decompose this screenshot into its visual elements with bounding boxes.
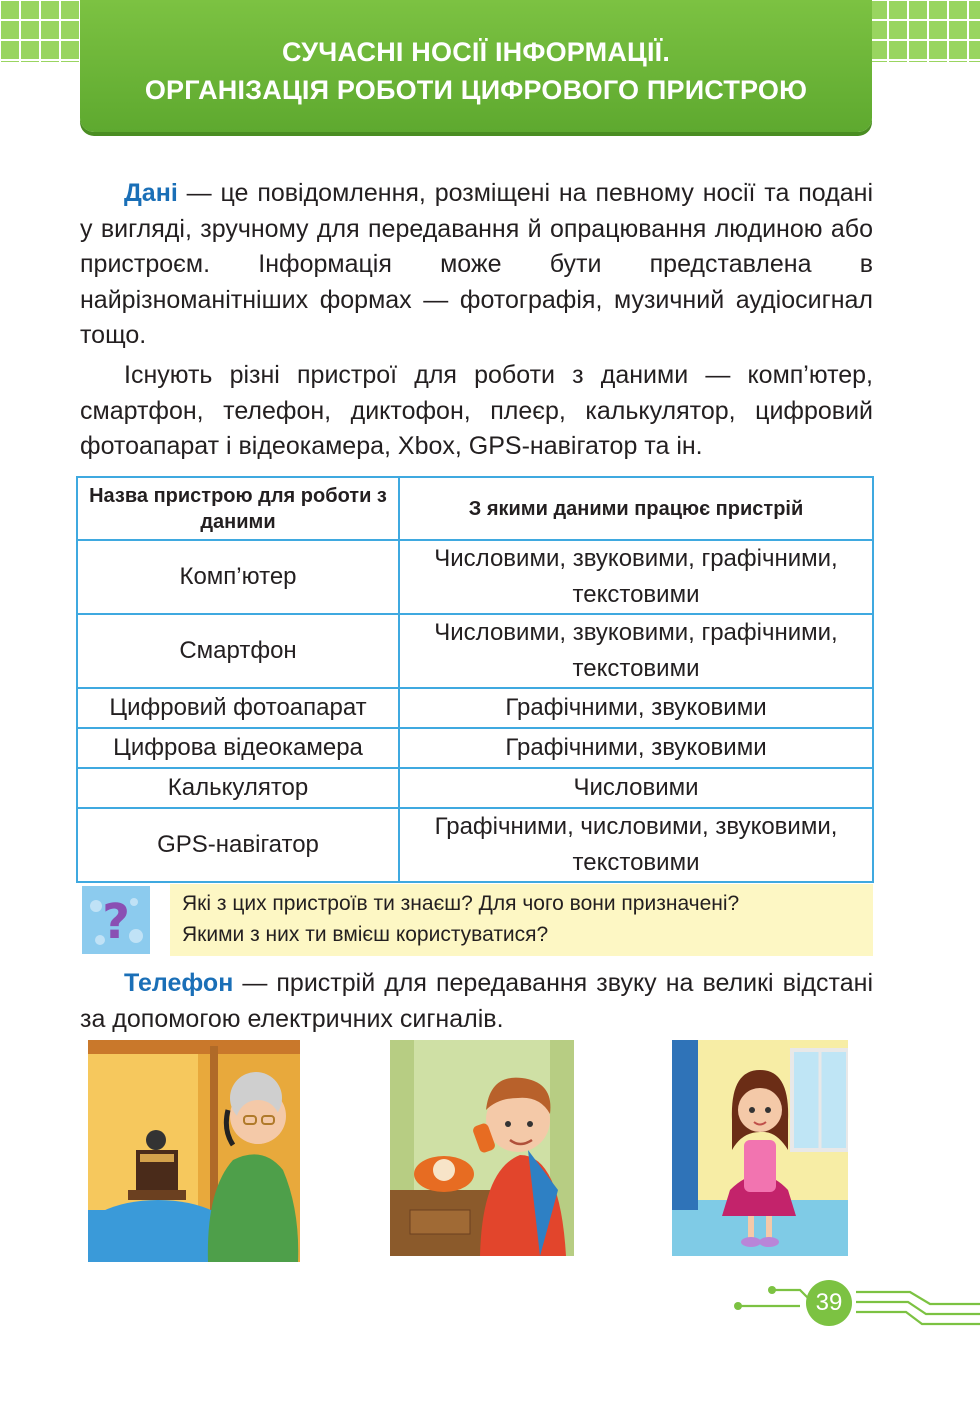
table-cell-data: Числовими (399, 768, 873, 808)
table-cell-device: Калькулятор (77, 768, 399, 808)
term-phone: Телефон (124, 969, 234, 997)
question-line2: Якими з них ти вмієш користуватися? (182, 923, 549, 946)
table-row (77, 768, 873, 808)
page-number: 39 (806, 1280, 852, 1326)
question-mark-icon (80, 884, 152, 956)
grid-decoration-right (868, 0, 980, 62)
table-row (77, 808, 873, 882)
question-line1: Які з цих пристроїв ти знаєш? Для чого вони призначені? (182, 892, 740, 915)
table-row (77, 688, 873, 728)
table-cell-data: Числовими, звуковими, графічними, текстовими (399, 540, 873, 614)
table-cell-data: Графічними, звуковими (399, 728, 873, 768)
table-cell-data: Графічними, звуковими (399, 688, 873, 728)
page-title-line1: СУЧАСНІ НОСІЇ ІНФОРМАЦІЇ. (281, 37, 671, 67)
table-header-device: Назва пристрою для роботи з даними (77, 477, 399, 540)
table-row (77, 728, 873, 768)
question-note (170, 884, 873, 956)
table-cell-data: Графічними, числовими, звуковими, текстовими (399, 808, 873, 882)
table-cell-device: Цифровий фотоапарат (77, 688, 399, 728)
table-row (77, 614, 873, 688)
table-header-data: З якими даними працює пристрій (399, 477, 873, 540)
paragraph-data-definition (80, 176, 873, 354)
paragraph1-text: — це повідомлення, розміщені на певному носії та подані у вигляді, зручному для передавання й опрацювання людиною або пристроєм. Інформація може бути представлена в найрізноманітніших формах — фотографія, музичний аудіосигнал тощо. (80, 179, 873, 349)
table-cell-device: Цифрова відеокамера (77, 728, 399, 768)
devices-table (76, 476, 874, 883)
table-cell-data: Числовими, звуковими, графічними, текстовими (399, 614, 873, 688)
svg-text:?: ? (102, 894, 130, 950)
paragraph-devices (80, 358, 873, 465)
circuit-decoration (730, 1270, 980, 1350)
paragraph2-text: Існують різні пристрої для роботи з даними — комп’ютер, смартфон, телефон, диктофон, плеєр, калькулятор, цифровий фотоапарат і відеокамера, Xbox, GPS-навігатор та ін. (80, 361, 873, 460)
table-cell-device: Смартфон (77, 614, 399, 688)
title-banner (80, 0, 872, 132)
grid-decoration-left (0, 0, 82, 62)
page-title-line2: ОРГАНІЗАЦІЯ РОБОТИ ЦИФРОВОГО ПРИСТРОЮ (144, 75, 808, 105)
table-cell-device: Комп’ютер (77, 540, 399, 614)
table-cell-device: GPS-навігатор (77, 808, 399, 882)
term-data: Дані (124, 179, 178, 207)
paragraph-phone-definition (80, 966, 873, 1037)
paragraph3-text: — пристрій для передавання звуку на великі відстані за допомогою електричних сигналів. (80, 969, 873, 1033)
boy-phone-illustration (390, 1040, 574, 1256)
table-header-row (77, 477, 873, 540)
grandmother-phone-illustration (88, 1040, 300, 1262)
girl-phone-illustration (672, 1040, 848, 1256)
table-row (77, 540, 873, 614)
